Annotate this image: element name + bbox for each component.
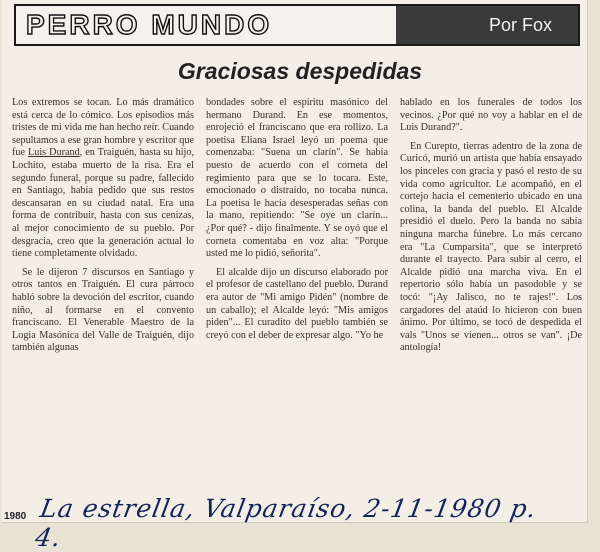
byline: Por Fox: [488, 14, 552, 35]
article-headline: Graciosas despedidas: [177, 58, 423, 84]
paragraph: Se le dijeron 7 discursos en Santiago y otros tantos en Traiguén. El cura párroco habló sobre la devoción del escritor, cuando niño, al formarse en el convento franciscano. El Venerable Maestro de la Logia Masónica del Valle de Traiguén, dijo también algunas: [12, 266, 194, 354]
article-body: [12, 97, 582, 502]
underlined-name: Luis Durand: [28, 147, 80, 159]
column-masthead: [14, 4, 580, 46]
masthead-byline-box: [396, 6, 578, 44]
text-column-1: [12, 97, 194, 502]
paragraph: Los extremos se tocan. Lo más dramático está cerca de lo cómico. Los episodios más tristes de mi vida me han hecho reír. Cuando sepultamos a ese gran hombre y escritor que fue Luis Durand, en Traiguén, hasta su hijo, Lochito, estaba muerto de la risa. Era el segundo funeral, porque su padre, fallecido en Santiago, había pedido que sus restos descansaran en su ciudad natal. Era una forma de contribuir, hasta con sus cenizas, al mejor conocimiento de su pueblo. Por desgracia, creo que la generación actual lo tiene completamente olvidado.: [12, 97, 194, 260]
paragraph: El alcalde dijo un discurso elaborado por el profesor de castellano del pueblo. Durand era autor de "Mi amigo Pidén" (nombre de un caballo); el Alcalde leyó: "Mis amigos piden"... El curadito del pueblo también se creyó con el deber de expresar algo. "Yo he: [206, 266, 388, 341]
paragraph: hablado en los funerales de todos los vecinos. ¿Por qué no voy a hablar en el de Luis Durand?".: [400, 97, 582, 134]
section-title: PERRO MUNDO: [26, 9, 273, 40]
paragraph: En Curepto, tierras adentro de la zona de Curicó, murió un artista que había ensayado los pinceles con gracia y pasó el resto de su vida como agricultor. Le acompañó, en el cortejo hacia el cementerio ubicado en una colina, la banda del pueblo. El Alcalde presidió el duelo. Pero la banda no sabía ninguna marcha fúnebre. Lo más cercano era "La Cumparsita", que se interpretó durante el trayecto. Para subir al cerro, el Alcalde pidió una marcha viva. En el repertorio sólo había un pasodoble y se tocó: "¡Ay Jalisco, no te rajes!". Los cargadores del ataúd lo hicieron con buen ánimo. Por último, se tocó de despedida el vals "Unos se vienen... otros se van". ¡De antología!: [400, 140, 582, 354]
text-column-2: [206, 97, 388, 502]
page-year: 1980: [4, 511, 27, 522]
paragraph: bondades sobre el espíritu masónico del hermano Durand. En ese momentos, enrojeció el franciscano que era rollizo. La poetisa Eliana Israel leyó un poema que comenzaba: "Suena un clarín". Se había puesto de acuerdo con el corneta del regimiento para que se lo tocara. Este, emocionado o distraído, no tocaba nunca. La poetisa le hacía desesperadas señas con la mano, repitiendo: "Se oye un clarín... ¿Por qué? - dijo finalmente. Y se oyó que el corneta comentaba en voz alta: "Porque usted me lo pidió, señorita".: [206, 97, 388, 260]
handwritten-source-note: La estrella, Valparaíso, 2-11-1980 p. 4.: [32, 494, 540, 552]
text-column-3: [400, 97, 582, 502]
masthead-title-box: [16, 6, 396, 44]
